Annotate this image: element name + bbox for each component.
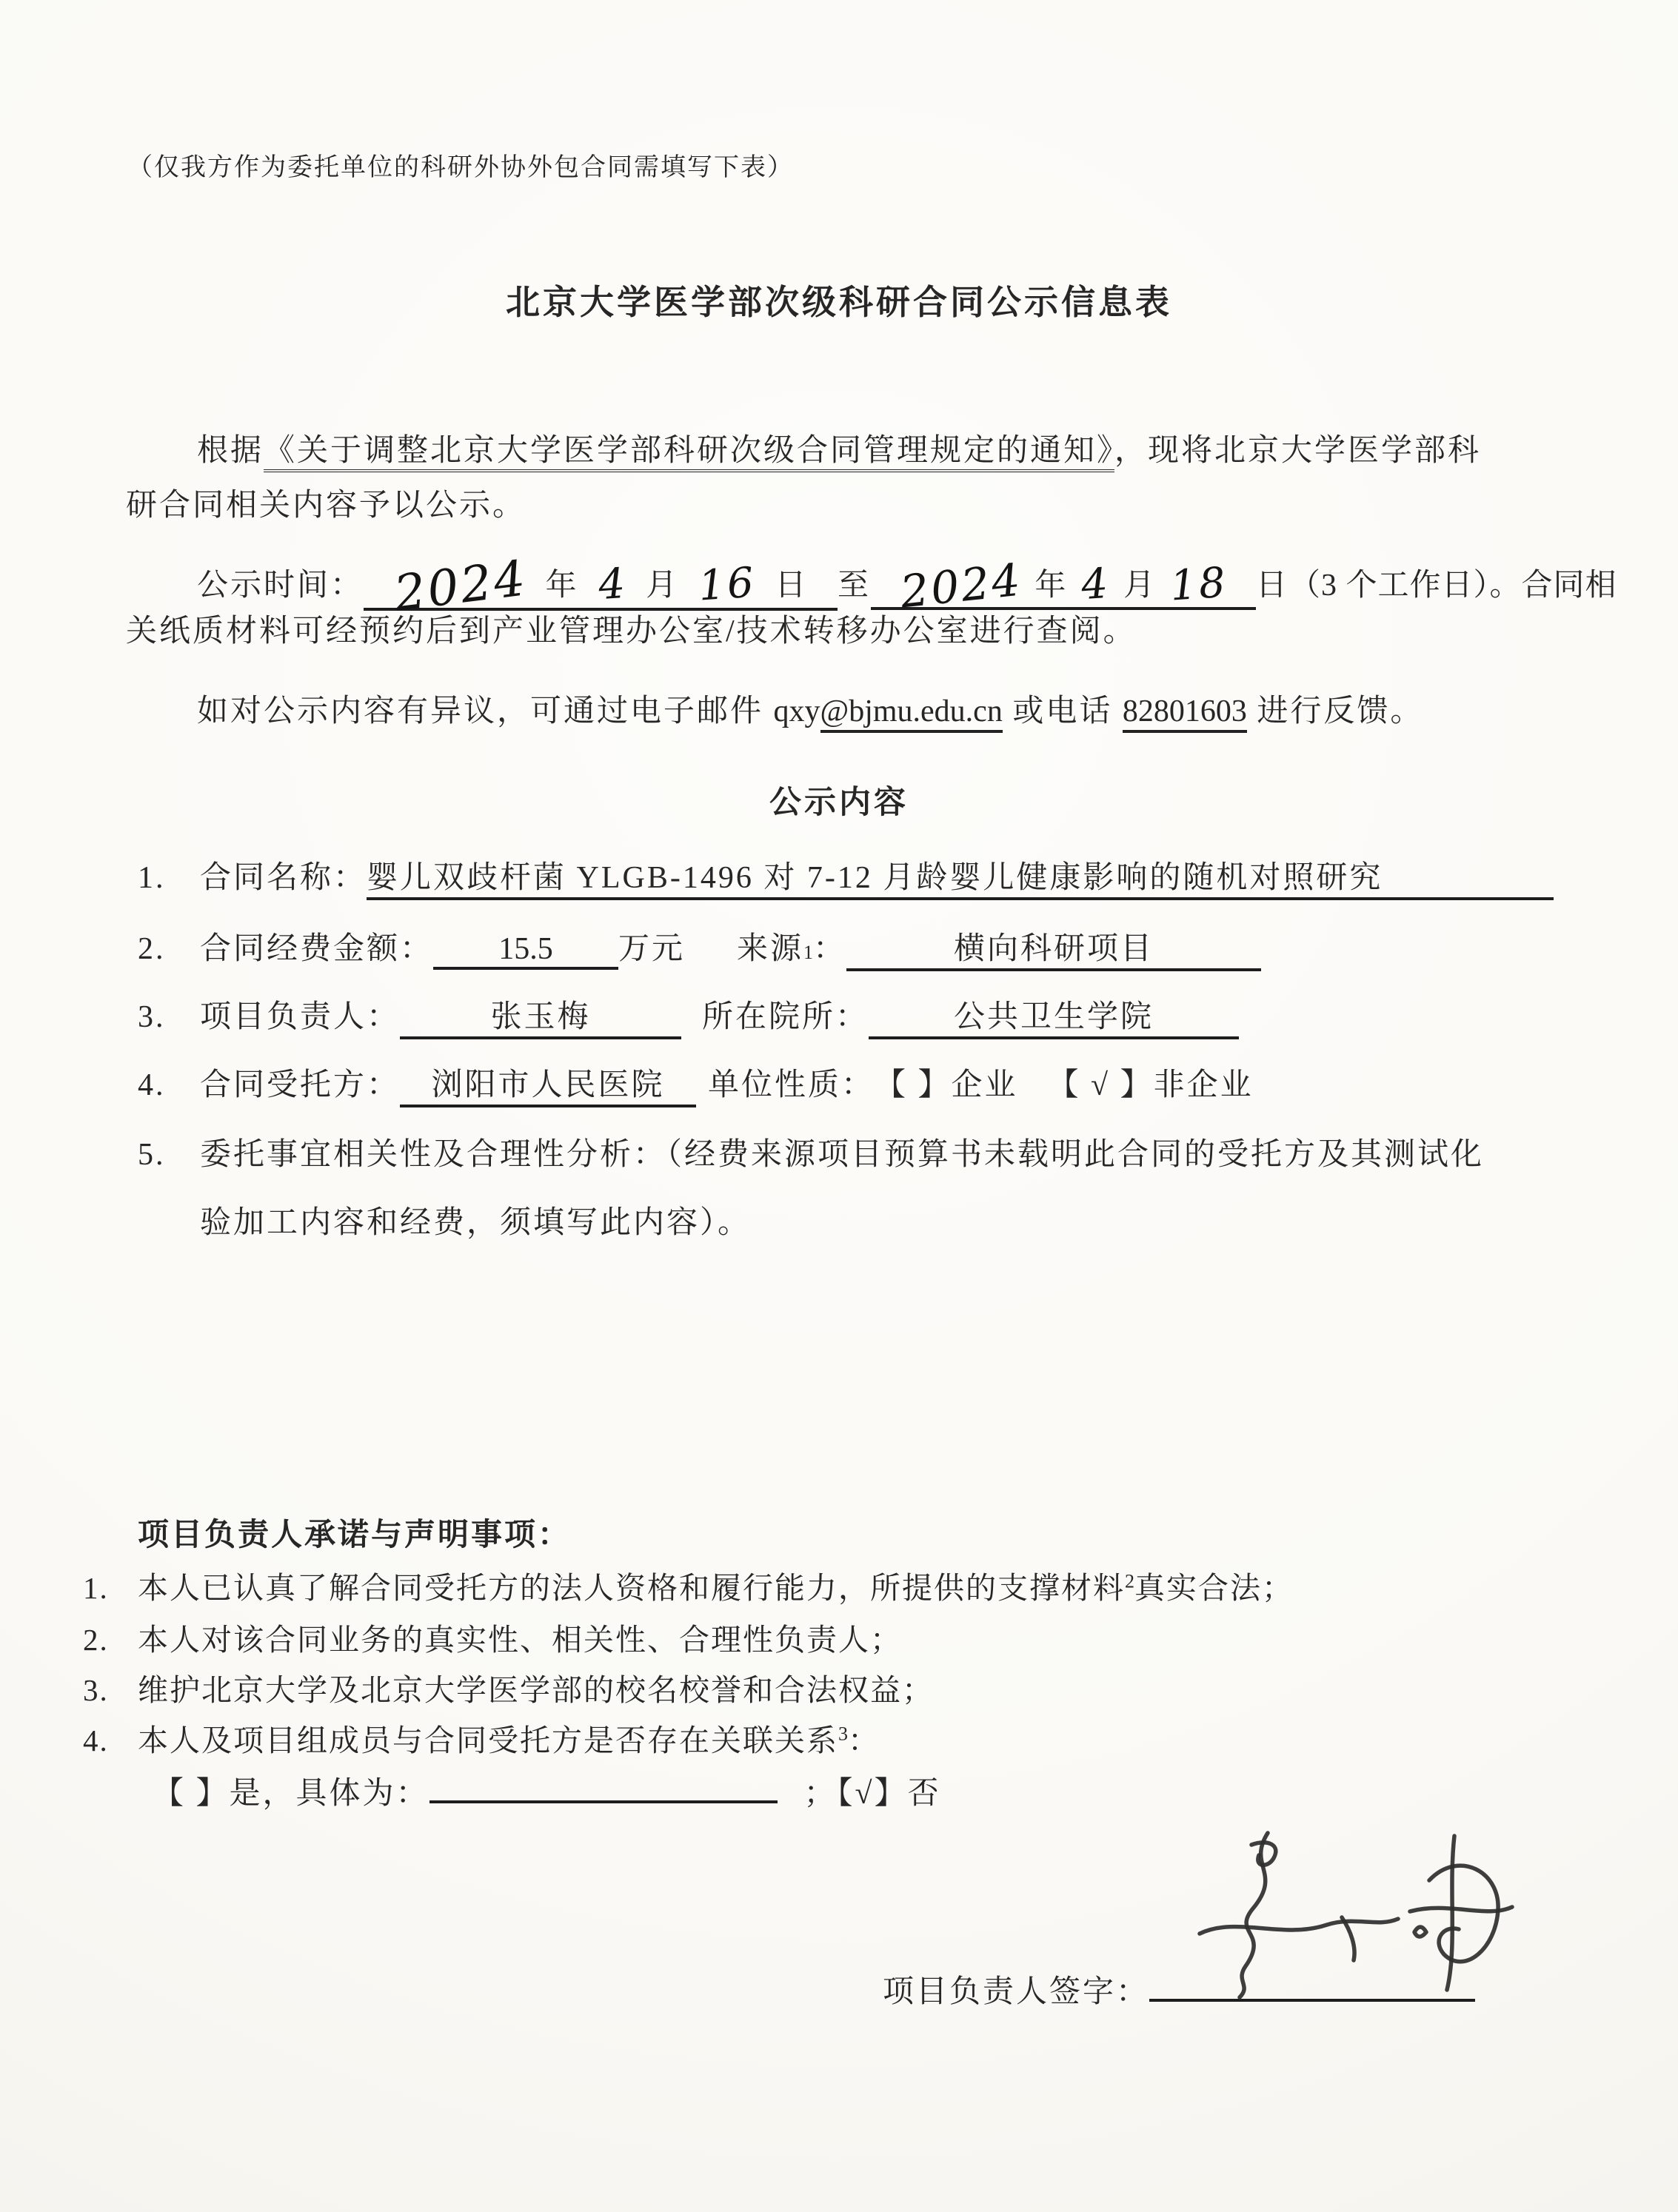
source-colon: ： [813, 932, 847, 966]
separator: ； [803, 1777, 838, 1811]
item-number: 1. [83, 1571, 109, 1605]
intro-line-2: 研合同相关内容予以公示。 [126, 489, 527, 523]
day-unit-start: 日 [775, 569, 809, 603]
funding-label: 合同经费金额： [200, 932, 434, 966]
declaration-4-post: ： [848, 1723, 880, 1757]
item-number: 4. [138, 1068, 166, 1102]
to-label: 至 [838, 569, 872, 603]
funding-amount-field [433, 931, 618, 970]
email-domain: @bjmu.edu.cn [820, 694, 1003, 733]
declaration-item-3 [83, 1666, 1567, 1709]
month-unit-start: 月 [646, 569, 680, 603]
declaration-item-2 [83, 1615, 1567, 1659]
handwritten-year-start: 2024 [390, 549, 530, 623]
dept-value: 公共卫生学院 [954, 1000, 1154, 1034]
declaration-item-1 [83, 1564, 1567, 1607]
page-title: 北京大学医学部次级科研合同公示信息表 [506, 284, 1172, 321]
handwritten-day-end: 18 [1169, 558, 1229, 611]
pi-label: 项目负责人： [200, 1000, 401, 1034]
handwritten-year-end: 2024 [898, 554, 1025, 619]
feedback-prefix: 如对公示内容有异议，可通过电子邮件 [197, 694, 774, 728]
content-item-funding [138, 924, 1554, 971]
footnote-mark-2: 2 [1125, 1570, 1134, 1592]
item-number: 3. [83, 1673, 109, 1707]
content-item-analysis-line-1 [138, 1130, 1554, 1174]
year-unit-end: 年 [1034, 569, 1069, 603]
content-item-contractor [138, 1060, 1554, 1107]
year-unit-start: 年 [545, 569, 579, 603]
publicity-date-end-field [871, 554, 1256, 619]
footnote-mark-3: 3 [838, 1723, 848, 1745]
contract-name-label: 合同名称： [200, 861, 367, 895]
intro-prefix: 根据 [197, 434, 264, 468]
contractor-label: 合同受托方： [200, 1068, 401, 1102]
item-number: 5. [138, 1138, 166, 1172]
yes-detail-field [429, 1800, 778, 1803]
no-option-checked: 【√】否 [837, 1777, 941, 1811]
contractor-field [400, 1060, 696, 1107]
publicity-tail: （3 个工作日）。合同相 [1289, 569, 1617, 603]
publicity-date-start-field [364, 549, 838, 623]
publicity-label: 公示时间： [197, 569, 364, 603]
feedback-line [197, 693, 1423, 730]
item-number: 1. [138, 861, 166, 895]
declaration-item-4 [83, 1716, 1567, 1760]
pi-field [400, 992, 681, 1039]
handwritten-day-start: 16 [697, 558, 758, 611]
feedback-mid: 或电话 [1002, 694, 1123, 728]
source-footnote-mark: 1 [803, 942, 814, 963]
month-unit-end: 月 [1123, 569, 1157, 603]
email-user: qxy [773, 694, 820, 728]
yes-option-unchecked: 【 】是，具体为： [153, 1777, 429, 1811]
nature-label: 单位性质： [708, 1068, 875, 1102]
handwritten-month-start: 4 [596, 559, 629, 610]
analysis-text-line-2: 验加工内容和经费，须填写此内容）。 [200, 1206, 752, 1240]
funding-unit: 万元 [618, 932, 686, 966]
content-item-analysis-line-2 [200, 1198, 1554, 1242]
source-value: 横向科研项目 [954, 932, 1154, 966]
nature-option-non-enterprise-checked: 【 √ 】非企业 [1047, 1068, 1254, 1102]
dept-label: 所在院所： [702, 1000, 869, 1034]
analysis-text-line-1: 委托事宜相关性及合理性分析：（经费来源项目预算书未载明此合同的受托方及其测试化 [200, 1138, 1485, 1172]
contractor-value: 浏阳市人民医院 [431, 1068, 665, 1102]
contract-name-field [367, 853, 1554, 900]
declaration-heading: 项目负责人承诺与声明事项： [138, 1518, 572, 1552]
handwritten-month-end: 4 [1080, 559, 1112, 610]
item-number: 3. [138, 1000, 166, 1034]
relation-yes-no-line [153, 1775, 941, 1812]
funding-amount-value: 15.5 [498, 932, 553, 966]
declaration-1-post: 真实合法； [1134, 1571, 1294, 1605]
feedback-suffix: 进行反馈。 [1246, 694, 1424, 728]
content-item-contract-name [138, 853, 1554, 900]
nature-option-enterprise: 【 】企业 [875, 1068, 1018, 1102]
signature-label: 项目负责人签字： [883, 1975, 1150, 2009]
intro-doc-title: 《关于调整北京大学医学部科研次级合同管理规定的通知》 [264, 434, 1114, 472]
declaration-3-text: 维护北京大学及北京大学医学部的校名校誉和合法权益； [138, 1673, 934, 1707]
intro-line-1 [197, 432, 1481, 469]
publicity-line-2: 关纸质材料可经预约后到产业管理办公室/技术转移办公室进行查阅。 [126, 614, 1137, 648]
phone-number: 82801603 [1123, 694, 1247, 733]
declaration-2-text: 本人对该合同业务的真实性、相关性、合理性负责人； [138, 1623, 902, 1657]
dept-field [869, 992, 1239, 1039]
intro-suffix: ，现将北京大学医学部科 [1114, 434, 1482, 468]
contract-name-value: 婴儿双歧杆菌 YLGB-1496 对 7-12 月龄婴儿健康影响的随机对照研究 [367, 861, 1383, 895]
item-number: 2. [83, 1623, 109, 1657]
content-heading: 公示内容 [769, 785, 909, 820]
declaration-1-pre: 本人已认真了解合同受托方的法人资格和履行能力，所提供的支撑材料 [138, 1571, 1125, 1605]
day-unit-end: 日 [1256, 569, 1290, 603]
publicity-time-line [197, 549, 1617, 623]
declaration-4-pre: 本人及项目组成员与合同受托方是否存在关联关系 [138, 1723, 838, 1757]
declaration-1-text [138, 1564, 1294, 1607]
item-number: 2. [138, 932, 166, 966]
declaration-4-text [138, 1716, 880, 1760]
content-item-pi [138, 992, 1554, 1039]
source-label: 来源 [737, 932, 804, 966]
source-field [846, 924, 1261, 971]
pi-signature-handwriting [1157, 1823, 1531, 2000]
pi-name-value: 张玉梅 [490, 1000, 591, 1034]
item-number: 4. [83, 1723, 109, 1757]
top-note: （仅我方作为委托单位的科研外协外包合同需填写下表） [127, 154, 794, 181]
